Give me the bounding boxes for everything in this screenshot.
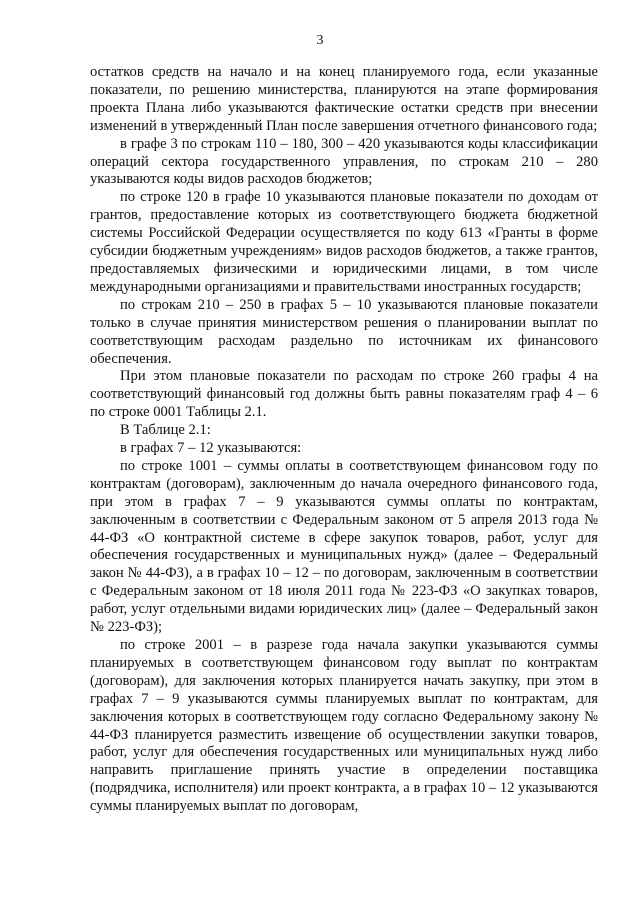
paragraph-9: по строке 2001 – в разрезе года начала закупки указываются суммы планируемых в соответствующем финансовом году выплат по контрактам (договорам), для заключения которых планируется начать закупку, при этом в графах 7 – 9 указываются суммы планируемых выплат по контрактам, для заключения которых в соответствующем году согласно Федеральному закону № 44-ФЗ планируется разместить извещение об осуществлении закупки товаров, работ, услуг для обеспечения государственных или муниципальных нужд либо направить приглашение принять участие в определении поставщика (подрядчика, исполнителя) или проект контракта, а в графах 10 – 12 указываются суммы планируемых выплат по договорам, <box>90 637 598 815</box>
page-number: 3 <box>316 33 324 48</box>
paragraph-4: по строкам 210 – 250 в графах 5 – 10 указываются плановые показатели только в случае принятия министерством решения о планировании выплат по соответствующим расходам раздельно по источникам их финансового обеспечения. <box>90 296 598 367</box>
paragraph-1: остатков средств на начало и на конец планируемого года, если указанные показатели, по решению министерства, планируются на этапе формирования проекта Плана либо указываются фактические остатки средств при внесении изменений в утвержденный План после завершения отчетного финансового года; <box>90 64 598 134</box>
paragraph-5: При этом плановые показатели по расходам по строке 260 графы 4 на соответствующий финансовый год должны быть равны показателям граф 4 – 6 по строке 0001 Таблицы 2.1. <box>90 368 598 421</box>
body-text <box>90 64 598 816</box>
paragraph-6: В Таблице 2.1: <box>120 422 211 439</box>
paragraph-3: по строке 120 в графе 10 указываются плановые показатели по доходам от грантов, предоставление которых из соответствующего бюджета бюджетной системы Российской Федерации осуществляется по коду 613 «Гранты в форме субсидии бюджетным учреждениям» видов расходов бюджетов, а также грантов, предоставляемых физическими и юридическими лицами, в том числе международными организациями и правительствами иностранных государств; <box>90 189 598 295</box>
paragraph-8: по строке 1001 – суммы оплаты в соответствующем финансовом году по контрактам (договорам), заключенным до начала очередного финансового года, при этом в графах 7 – 9 указываются суммы оплаты по контрактам, заключенным в соответствии с Федеральным законом от 5 апреля 2013 года № 44-ФЗ «О контрактной системе в сфере закупок товаров, работ, услуг для обеспечения государственных и муниципальных нужд» (далее – Федеральный закон № 44-ФЗ), а в графах 10 – 12 – по договорам, заключенным в соответствии с Федеральным законом от 18 июля 2011 года № 223-ФЗ «О закупках товаров, работ, услуг отдельными видами юридических лиц» (далее – Федеральный закон № 223-ФЗ); <box>90 457 598 636</box>
paragraph-7: в графах 7 – 12 указываются: <box>120 440 302 457</box>
paragraph-2: в графе 3 по строкам 110 – 180, 300 – 420 указываются коды классификации операций сектора государственного управления, по строкам 210 – 280 указываются коды видов расходов бюджетов; <box>90 135 598 188</box>
